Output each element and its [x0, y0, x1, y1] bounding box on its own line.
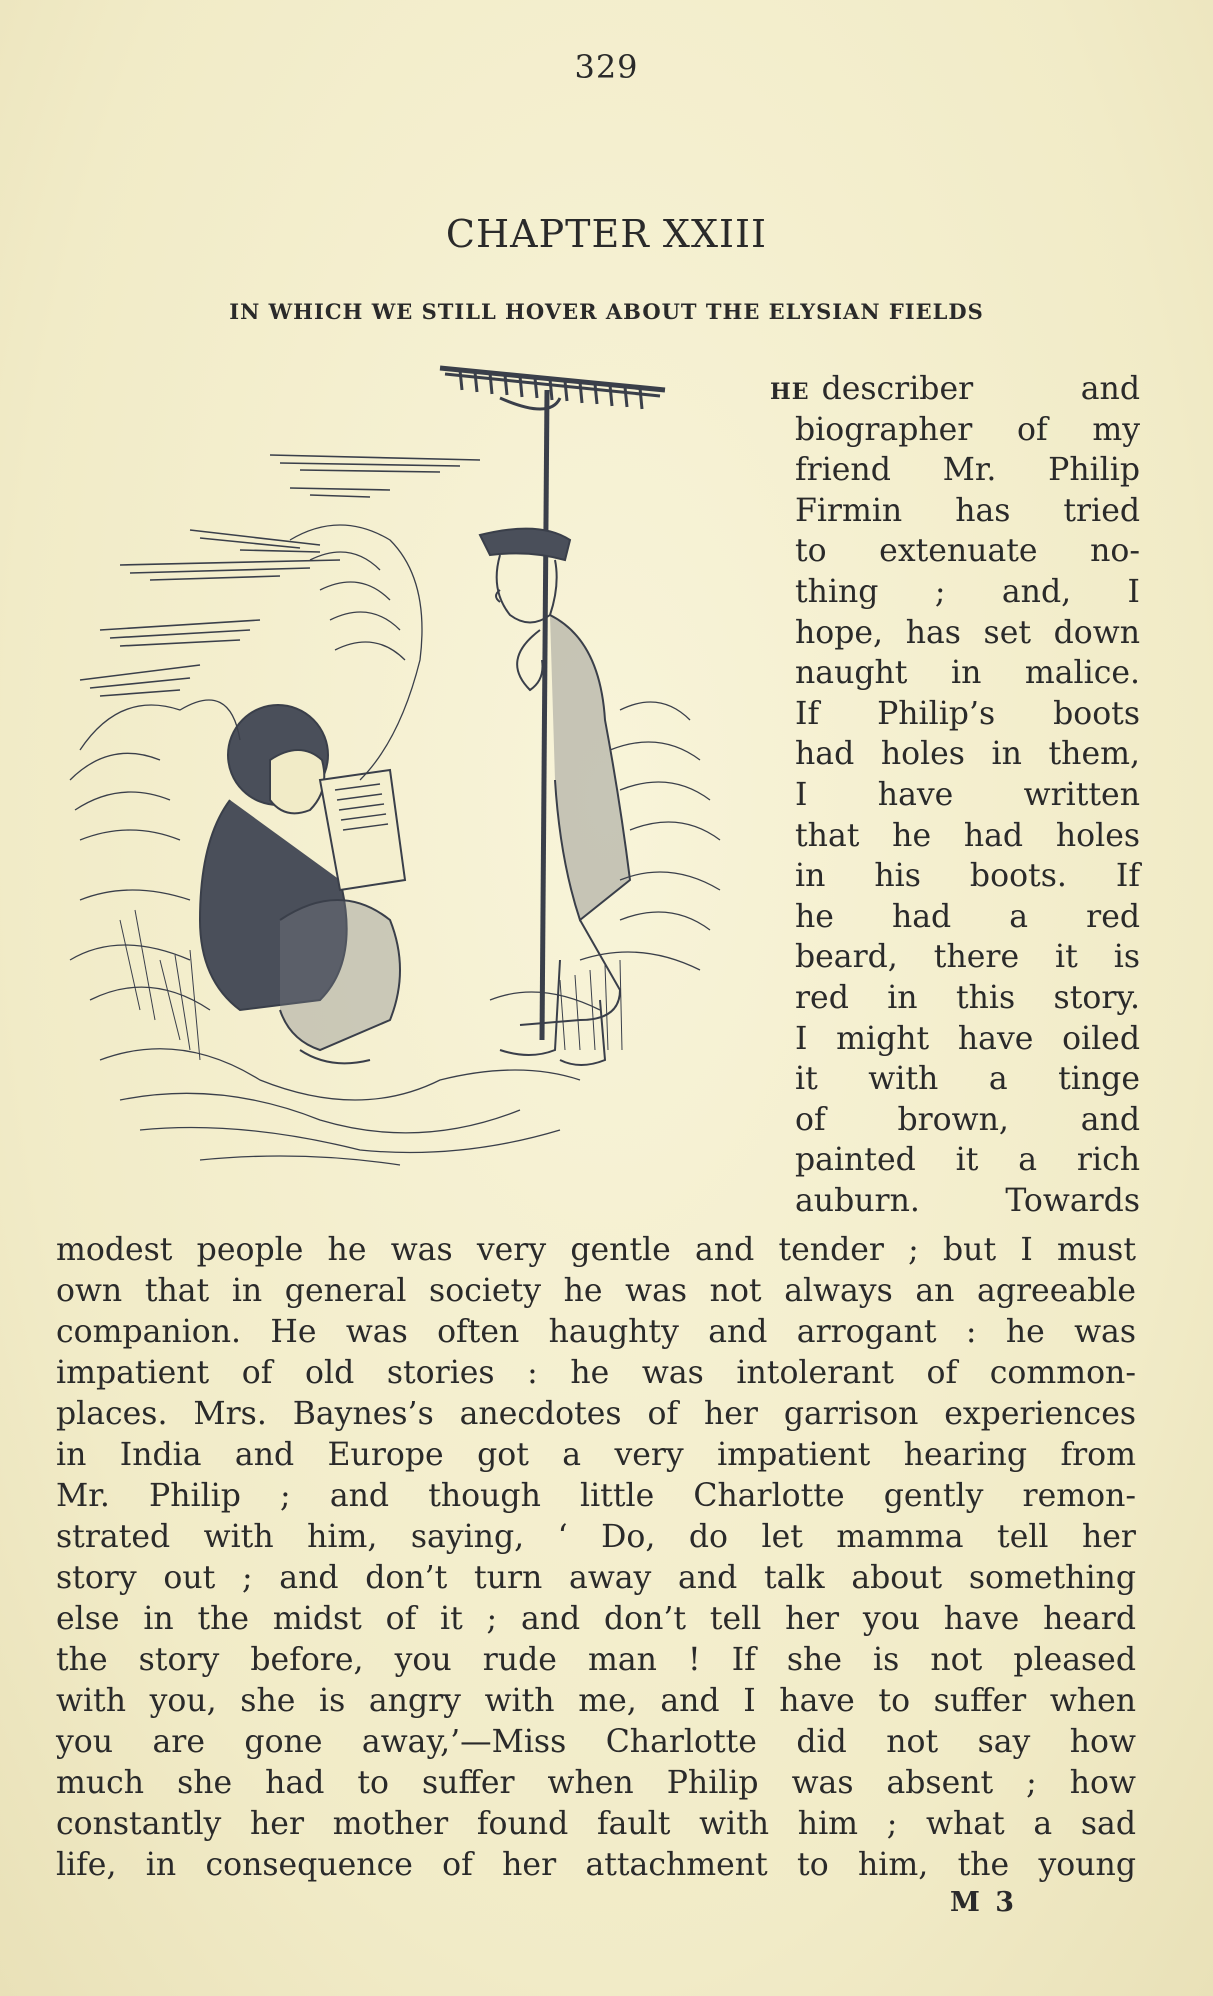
signature-mark: M 3	[950, 1887, 1018, 1918]
text-line: naught in malice.	[795, 655, 1140, 692]
text-line: you are gone away,’—Miss Charlotte did not say how	[56, 1724, 1136, 1760]
text-line: it with a tinge	[795, 1061, 1140, 1098]
text-line: modest people he was very gentle and tender ; but I must	[56, 1232, 1136, 1268]
text-line: thing ; and, I	[795, 573, 1140, 610]
text-line: impatient of old stories : he was intolerant of common-	[56, 1355, 1136, 1391]
text-line: much she had to suffer when Philip was absent ; how	[56, 1765, 1136, 1801]
chapter-subtitle: IN WHICH WE STILL HOVER ABOUT THE ELYSIAN FIELDS	[229, 299, 984, 324]
text-line: biographer of my	[795, 411, 1140, 448]
text-line: the story before, you rude man ! If she is not pleased	[56, 1642, 1136, 1678]
body-text	[56, 1230, 1136, 1886]
text-line: to extenuate no-	[795, 533, 1140, 570]
text-line: he had a red	[795, 898, 1140, 935]
text-line: painted it a rich	[795, 1142, 1140, 1179]
text-line: friend Mr. Philip	[795, 452, 1140, 489]
text-line: Firmin has tried	[795, 492, 1140, 529]
text-line: else in the midst of it ; and don’t tell her you have heard	[56, 1601, 1136, 1637]
text-line: in his boots. If	[795, 858, 1140, 895]
text-line: life, in consequence of her attachment to him, the young	[56, 1847, 1136, 1883]
text-line: strated with him, saying, ‘ Do, do let mamma tell her	[56, 1519, 1136, 1555]
dropcap-tail: HE	[770, 379, 810, 405]
text-line: had holes in them,	[795, 736, 1140, 773]
text-line: Mr. Philip ; and though little Charlotte gently remon-	[56, 1478, 1136, 1514]
text-line: hope, has set down	[795, 614, 1140, 651]
right-column-text	[770, 369, 1140, 1221]
text-line: If Philip’s boots	[795, 695, 1140, 732]
text-line: companion. He was often haughty and arrogant : he was	[56, 1314, 1136, 1350]
text-line: own that in general society he was not always an agreeable	[56, 1273, 1136, 1309]
text-line: constantly her mother found fault with him ; what a sad	[56, 1806, 1136, 1842]
text-line: auburn. Towards	[795, 1182, 1140, 1219]
text-line: places. Mrs. Baynes’s anecdotes of her garrison experiences	[56, 1396, 1136, 1432]
text-line: I might have oiled	[795, 1020, 1140, 1057]
text-line-1: HE describer and	[770, 371, 1140, 407]
text-line: with you, she is angry with me, and I have to suffer when	[56, 1683, 1136, 1719]
page-number: 329	[574, 48, 639, 86]
text-line: I have written	[795, 776, 1140, 813]
text-line: red in this story.	[795, 979, 1140, 1016]
text-line: story out ; and don’t turn away and talk about something	[56, 1560, 1136, 1596]
engraving-illustration	[60, 360, 750, 1220]
text-line: in India and Europe got a very impatient hearing from	[56, 1437, 1136, 1473]
chapter-title: CHAPTER XXIII	[445, 212, 768, 256]
text-line: that he had holes	[795, 817, 1140, 854]
text-line: beard, there it is	[795, 939, 1140, 976]
text-line: of brown, and	[795, 1101, 1140, 1138]
